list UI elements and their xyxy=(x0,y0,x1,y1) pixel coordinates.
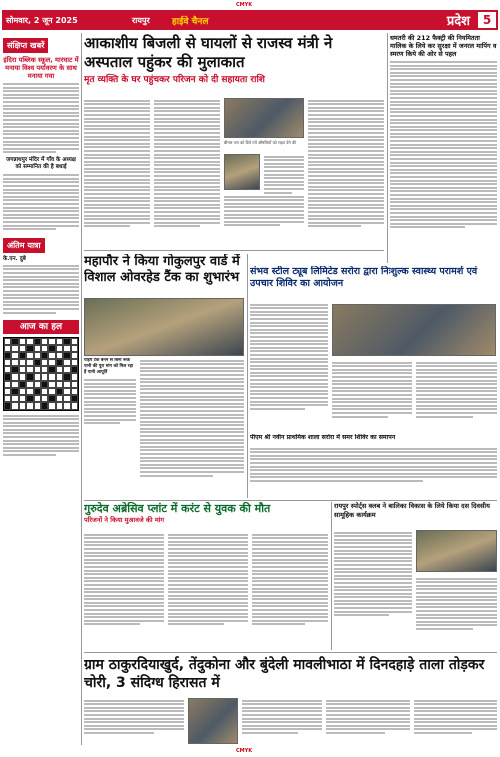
sidebar-bottom-text xyxy=(3,415,79,457)
theft-headline: ग्राम ठाकुरदियाखुर्द, तेंदुकोना और बुंदेली मावलीभाठा में दिनदहाड़े ताला तोड़कर चोरी, 3 संदिग्ध हिरासत में xyxy=(84,657,485,691)
sports-body-col1 xyxy=(334,530,412,650)
sports-headline-block xyxy=(334,502,497,528)
lead-photo-caption: बीमार जन को दिये गये औषधियों को राहत देने की xyxy=(224,140,297,145)
left-sidebar xyxy=(3,33,79,745)
page-number: 5 xyxy=(478,12,496,28)
steel-body-col1 xyxy=(250,302,328,432)
steel-body-col3 xyxy=(416,360,497,434)
camp-body xyxy=(250,446,497,496)
brief-story2-body xyxy=(3,174,79,230)
puzzle-title: आज का हल xyxy=(3,320,79,334)
obituary-name: के.एन. दुबे xyxy=(3,255,26,262)
theft-body-col4 xyxy=(414,698,497,746)
plant-headline: गुरुदेव अब्रेसिव प्लांट में करंट से युवक की मौत xyxy=(84,502,271,515)
steel-headline-block xyxy=(250,266,497,302)
right-column-story xyxy=(390,34,497,262)
section-title: प्रदेश xyxy=(446,14,470,29)
theft-headline-block xyxy=(84,656,497,696)
tank-headline: महापौर ने किया गोकुलपुर वार्ड में विशाल ओवरहेड टैंक का शुभारंभ xyxy=(84,254,240,285)
paper-brand: हाईवे चैनल xyxy=(172,16,209,27)
theft-body-col3 xyxy=(326,698,410,746)
lead-headline: आकाशीय बिजली से घायलों से राजस्व मंत्री ने अस्पताल पहुंकर की मुलाकात xyxy=(84,34,333,71)
lead-subhead: मृत व्यक्ति के घर पहुंचकर परिजन को दी सहायता राशि xyxy=(84,75,265,85)
issue-date: सोमवार, 2 जून 2025 xyxy=(6,15,78,25)
right-story-headline: धमतरी की 212 फैक्ट्री की नियमितता मालिक के लिये कर सुरक्षा में जनरल मापिंग व स्मरण किये की ओर से पहल xyxy=(390,34,497,58)
theft-body-col1 xyxy=(84,698,184,746)
plant-headline-block xyxy=(84,502,328,532)
sports-headline: रायपुर स्पोर्ट्स क्लब ने बालिका विकास के लिये किया दस दिवसीय सामूहिक कार्यक्रम xyxy=(334,502,490,519)
steel-headline: संभव स्टील ट्यूब लिमिटेड सरोरा द्वारा निःशुल्क स्वास्थ्य परामर्श एवं उपचार शिविर का आयोजन xyxy=(250,266,478,289)
edition-city: रायपुर xyxy=(132,15,150,25)
brief-news-title: संक्षिप्त खबरें xyxy=(3,38,48,53)
tank-body xyxy=(140,358,244,498)
crossword-grid xyxy=(3,337,79,411)
tank-photo xyxy=(84,298,244,356)
lead-body xyxy=(84,98,384,248)
obituary-box-title: अंतिम यात्रा xyxy=(3,238,45,253)
theft-photo xyxy=(188,698,238,744)
brief-story1-headline: इंदिरा पब्लिक स्कूल, मारघाट में मनाया विश्व पर्यावरण के साथ मनाया गया xyxy=(3,56,79,80)
lead-photo-1 xyxy=(224,98,304,138)
cmyk-mark-top: CMYK xyxy=(236,2,253,8)
obituary-body xyxy=(3,265,79,314)
camp-headline: पीएम श्री नवीन प्राथमिक शाला सरोरा में समर शिविर का समापन xyxy=(250,434,396,441)
tank-caption: पाइप टैंक बनने से बिना रूक पानी की पूरा मांग को मिल रहा है पानी आपूर्ति xyxy=(84,358,134,375)
cmyk-mark-bottom: CMYK xyxy=(236,748,253,754)
lead-headline-block xyxy=(84,34,384,96)
brief-story2-headline: जगन्नाथपुर मंदिर में गाँव के अध्यक्ष को सम्मानित की है बधाई xyxy=(6,157,76,171)
steel-body-col2 xyxy=(332,360,412,434)
sports-body-col2 xyxy=(416,576,497,650)
camp-headline-block xyxy=(250,434,497,446)
theft-body-col2 xyxy=(242,698,322,746)
steel-camp-photo xyxy=(332,304,496,356)
brief-story1-body xyxy=(3,83,79,153)
plant-subhead: परिजनों ने किया मुआवजे की मांग xyxy=(84,516,165,524)
tank-caption-block xyxy=(84,358,136,498)
sports-photo xyxy=(416,530,497,572)
masthead xyxy=(2,10,498,30)
lead-photo-2 xyxy=(224,154,260,190)
